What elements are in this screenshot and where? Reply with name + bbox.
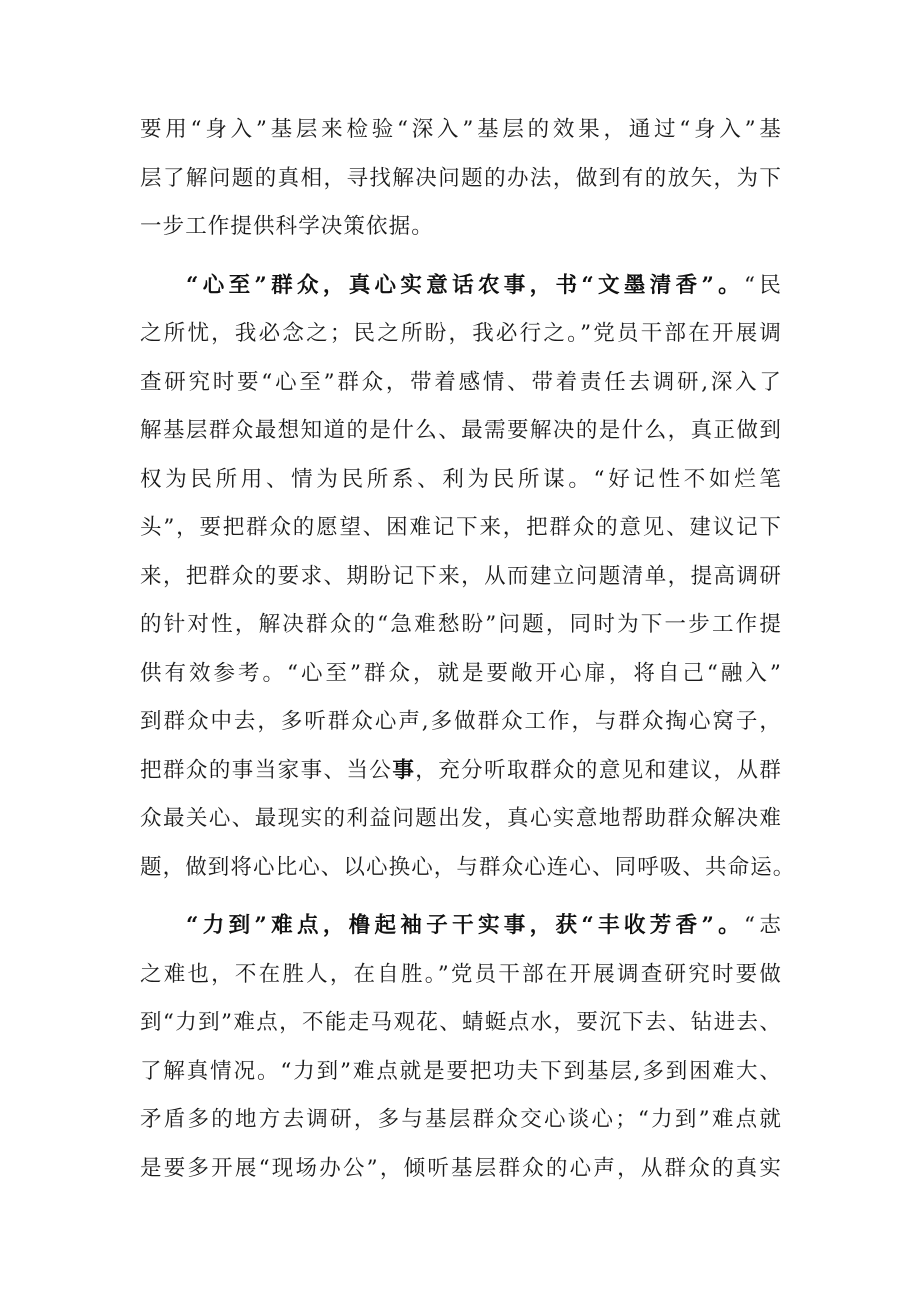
text-line: 众最关心、最现实的利益问题出发，真心实意地帮助群众解决难: [140, 806, 782, 831]
text-line: 来，把群众的要求、期盼记下来，从而建立问题清单，提高调研: [140, 563, 782, 589]
text-line: 要用“身入”基层来检验“深入”基层的效果，通过“身入”基: [140, 117, 782, 142]
text-line: 是要多开展“现场办公”，倾听基层群众的心声，从群众的真实: [140, 1155, 782, 1181]
document-page: [140, 106, 796, 1193]
heading-line: [140, 262, 782, 311]
text-line: 解基层群众最想知道的是什么、最需要解决的是什么，真正做到: [140, 418, 782, 443]
text-line: 了解真情况。“力到”难点就是要把功夫下到基层,多到困难大、: [140, 1058, 782, 1084]
text-line: 层了解问题的真相，寻找解决问题的办法，做到有的放矢，为下: [140, 165, 782, 191]
text-line: 之难也，不在胜人，在自胜。”党员干部在开展调查研究时要做: [140, 961, 782, 987]
paragraph-2: [140, 262, 796, 893]
heading-line: [140, 902, 782, 951]
text-line: 题，做到将心比心、以心换心，与群众心连心、同呼吸、共命运。: [140, 854, 796, 880]
text-line: [140, 747, 782, 796]
text-line: 到群众中去，多听群众心声,多做群众工作，与群众掏心窝子，: [140, 709, 782, 734]
text-line: 供有效参考。“心至”群众，就是要敞开心扉，将自己“融入”: [140, 660, 782, 686]
text-line: 到“力到”难点，不能走马观花、蜻蜓点水，要沉下去、钻进去、: [140, 1010, 782, 1035]
text-fragment: “志: [744, 913, 782, 938]
text-line: 一步工作提供科学决策依据。: [140, 214, 434, 239]
text-fragment: 把群众的事当家事、当公: [140, 757, 393, 783]
text-line: 头”，要把群众的愿望、困难记下来，把群众的意见、建议记下: [140, 515, 782, 540]
text-line: 查研究时要“心至”群众，带着感情、带着责任去调研,深入了: [140, 369, 782, 395]
paragraph-1: [140, 106, 782, 252]
text-line: 之所忧，我必念之；民之所盼，我必行之。”党员干部在开展调: [140, 321, 782, 346]
section-heading-effort: “力到”难点，橹起袖子干实事，获“丰收芳香”。: [186, 913, 745, 938]
bold-character: 事: [392, 757, 416, 783]
text-fragment: ，充分听取群众的意见和建议，从群: [415, 757, 782, 783]
text-line: 矛盾多的地方去调研，多与基层群众交心谈心；“力到”难点就: [140, 1107, 782, 1132]
section-heading-heart: “心至”群众，真心实意话农事，书“文墨清香”。: [186, 272, 745, 298]
paragraph-3: [140, 902, 782, 1193]
text-fragment: “民: [744, 272, 782, 298]
text-line: 权为民所用、情为民所系、利为民所谋。“好记性不如烂笔: [140, 466, 782, 492]
text-line: 的针对性，解决群众的“急难愁盼”问题，同时为下一步工作提: [140, 612, 782, 637]
